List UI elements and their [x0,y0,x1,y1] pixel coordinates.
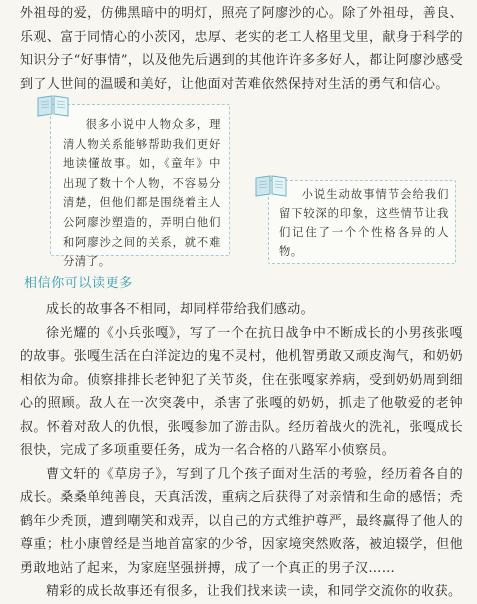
intro-paragraph: 外祖母的爱，仿佛黑暗中的明灯，照亮了阿廖沙的心。除了外祖母，善良、乐观、富于同情心的小茨冈，忠厚、老实的老工人格里戈里，献身于科学的知识分子“好事情”，以及他先后遇到的其他许许多多好人，都让阿廖沙感受到了人世间的温暖和美好，让他面对苦难依然保持对生活的勇气和信心。 [20,6,463,92]
open-book-icon [36,92,70,118]
section-heading: 相信你可以读更多 [24,276,133,291]
body-paragraph: 曹文轩的《草房子》，写到了几个孩子面对生活的考验，经历着各自的成长。桑桑单纯善良，天真活泼，重病之后获得了对亲情和生命的感悟；秃鹤年少秃顶，遭到嘲笑和戏弄，以自己的方式维护尊严，最终赢得了他人的尊重；杜小康曾经是当地首富家的少爷，因家境突然败落，被迫辍学，但他勇敢地站了起来，为家庭坚强拼搏，成了一个真正的男子汉…… [20,466,463,576]
reading-tips-area [28,92,463,269]
reading-tip-text-2: 小说生动故事情节会给我们留下较深的印象，这些情节让我们记住了一个个性格各异的人物。 [279,188,449,258]
body-paragraph: 成长的故事各不相同，却同样带给我们感动。 [46,302,315,317]
reading-tip-text-1: 很多小说中人物众多，理清人物关系能够帮助我们更好地读懂故事。如，《童年》中出现了数十个人物，不容易分清楚，但他们都是围绕着主人公阿廖沙塑造的，弄明白他们和阿廖沙之间的关系，就不难分清了。 [63,118,221,269]
body-paragraph: 徐光耀的《小兵张嘎》，写了一个在抗日战争中不断成长的小男孩张嘎的故事。张嘎生活在白洋淀边的鬼不灵村，他机智勇敢又顽皮淘气，和奶奶相依为命。侦察排排长老钟犯了关节炎，住在张嘎家养病，受到奶奶周到细心的照顾。敌人在一次突袭中，杀害了张嘎的奶奶，抓走了他敬爱的老钟叔。怀着对敌人的仇恨，张嘎参加了游击队。经历着战火的洗礼，张嘎成长很快，完成了多项重要任务，成为一名合格的八路军小侦察员。 [20,325,463,458]
body-paragraph: 精彩的成长故事还有很多，让我们找来读一读，和同学交流你的收获。 [46,584,462,599]
open-book-icon [254,172,288,198]
body-text [20,298,463,604]
reading-tip-note-1 [50,104,230,269]
reading-tip-note-2 [268,180,456,264]
